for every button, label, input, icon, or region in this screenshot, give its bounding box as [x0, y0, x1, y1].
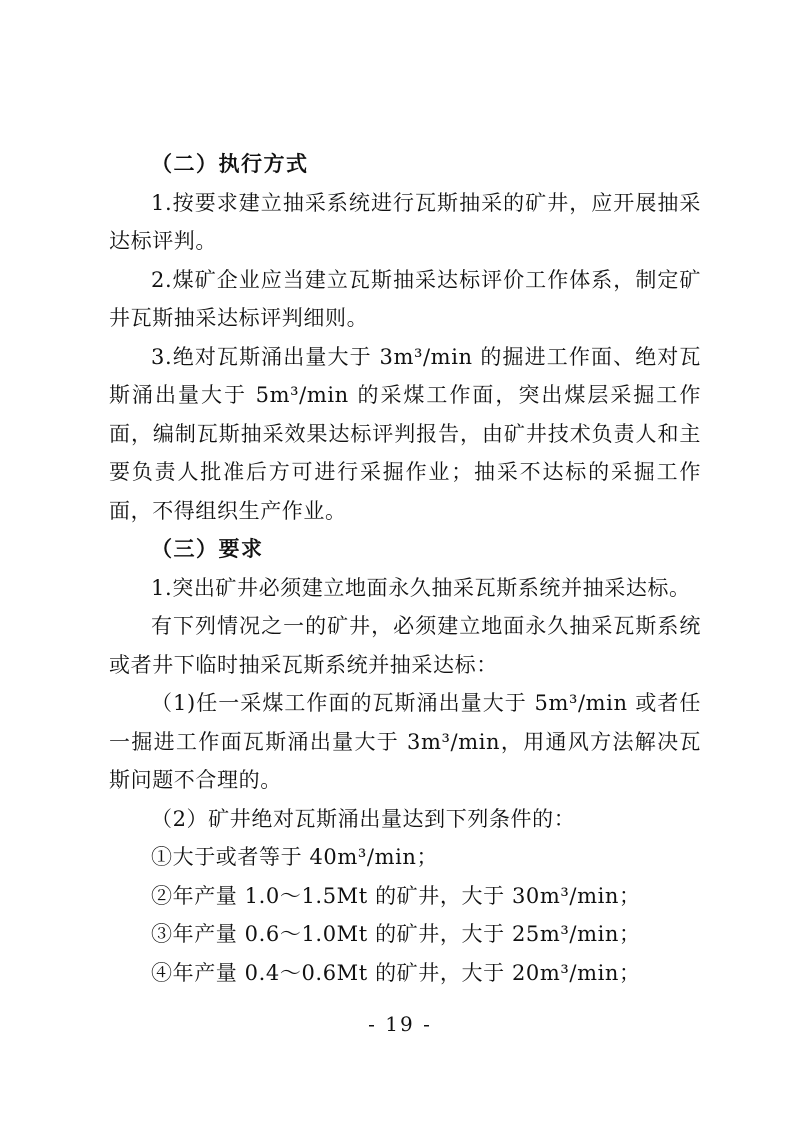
page-number: - 19 -: [368, 1012, 432, 1036]
paragraph-2: 2.煤矿企业应当建立瓦斯抽采达标评价工作体系，制定矿井瓦斯抽采达标评判细则。: [109, 267, 701, 330]
list-item: ④年产量 0.4～0.6Mt 的矿井，大于 20m³/min；: [151, 960, 641, 985]
list-item: ②年产量 1.0～1.5Mt 的矿井，大于 30m³/min；: [151, 883, 641, 908]
document-body: [109, 145, 701, 992]
paragraph-4: 1.突出矿井必须建立地面永久抽采瓦斯系统并抽采达标。: [151, 575, 691, 600]
section-heading-requirements: （三）要求: [151, 536, 264, 561]
paragraph-3: 3.绝对瓦斯涌出量大于 3m³/min 的掘进工作面、绝对瓦斯涌出量大于 5m³/min 的采煤工作面，突出煤层采掘工作面，编制瓦斯抽采效果达标评判报告，由矿井技术负责人和主要负责人批准后方可进行采掘作业；抽采不达标的采掘工作面，不得组织生产作业。: [109, 344, 701, 523]
section-heading-execution: （二）执行方式: [151, 151, 309, 176]
paragraph-6: （1)任一采煤工作面的瓦斯涌出量大于 5m³/min 或者任一掘进工作面瓦斯涌出量大于 3m³/min，用通风方法解决瓦斯问题不合理的。: [109, 691, 701, 792]
list-item: ③年产量 0.6～1.0Mt 的矿井，大于 25m³/min；: [151, 922, 641, 946]
list-item: ①大于或者等于 40m³/min；: [151, 845, 439, 869]
paragraph-5: 有下列情况之一的矿井，必须建立地面永久抽采瓦斯系统或者井下临时抽采瓦斯系统并抽采达标：: [109, 614, 701, 677]
paragraph-7: （2）矿井绝对瓦斯涌出量达到下列条件的：: [151, 806, 576, 831]
paragraph-1: 1.按要求建立抽采系统进行瓦斯抽采的矿井，应开展抽采达标评判。: [109, 190, 701, 253]
